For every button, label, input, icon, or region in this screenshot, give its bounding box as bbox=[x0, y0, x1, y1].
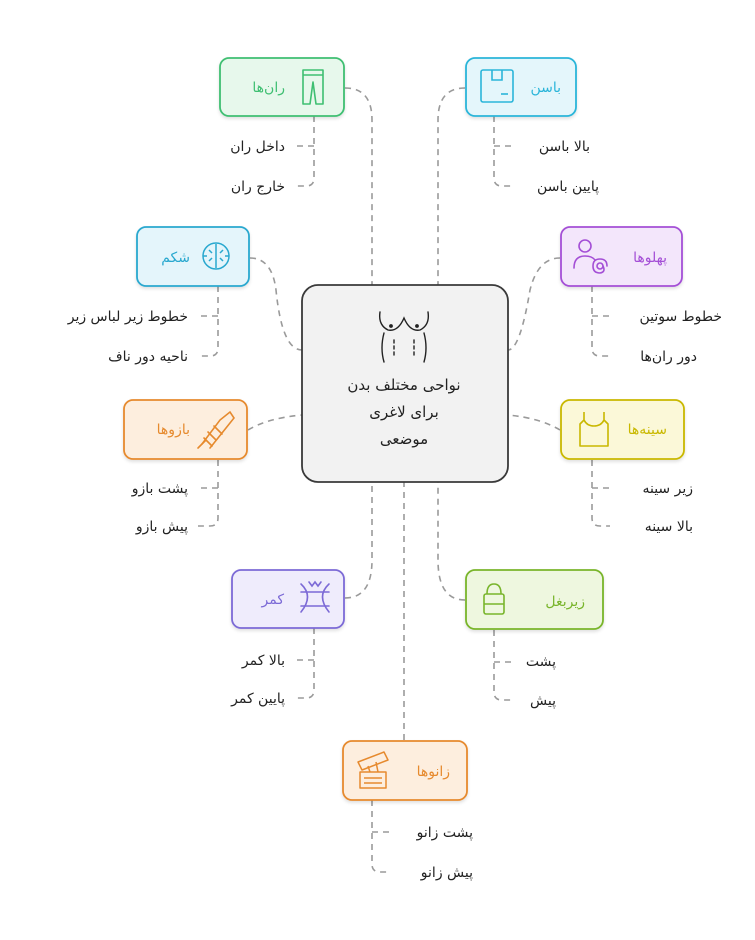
sub-flanks-2: دور ران‌ها bbox=[640, 349, 697, 365]
sub-waist-1: بالا کمر bbox=[241, 653, 285, 669]
sub-flanks-1: خطوط سوتین bbox=[639, 309, 722, 325]
connector-thighs bbox=[345, 88, 372, 285]
sub-arms-2: پیش بازو bbox=[135, 519, 188, 535]
sub-knees-2: پیش زانو bbox=[420, 865, 473, 881]
connector-chest bbox=[508, 415, 560, 430]
sub-connector-thighs bbox=[296, 116, 314, 186]
connector-waist bbox=[345, 482, 372, 598]
connector-flanks bbox=[508, 258, 560, 350]
node-flanks-label: پهلوها bbox=[633, 250, 667, 266]
sub-knees-1: پشت زانو bbox=[416, 825, 473, 841]
center-node[interactable] bbox=[302, 285, 508, 482]
node-thighs[interactable] bbox=[220, 58, 344, 116]
node-waist[interactable] bbox=[232, 570, 344, 628]
sub-connector-armpit bbox=[494, 630, 512, 700]
connector-abdomen bbox=[250, 258, 302, 350]
node-knees[interactable] bbox=[343, 741, 467, 800]
connector-hips bbox=[438, 88, 465, 285]
sub-armpit-2: پیش bbox=[530, 693, 556, 709]
sub-connector-hips bbox=[494, 116, 512, 186]
sub-armpit-1: پشت bbox=[525, 654, 556, 670]
node-armpit[interactable] bbox=[466, 570, 603, 629]
sub-hips-1: بالا باسن bbox=[538, 139, 590, 155]
sub-abdomen-2: ناحیه دور ناف bbox=[108, 349, 188, 365]
node-armpit-label: زیربغل bbox=[545, 594, 585, 610]
node-knees-label: زانوها bbox=[416, 764, 450, 780]
node-chest-label: سینه‌ها bbox=[627, 422, 667, 438]
sub-chest-1: زیر سینه bbox=[642, 481, 693, 497]
brain-icon bbox=[203, 243, 229, 269]
sub-hips-2: پایین باسن bbox=[537, 179, 599, 195]
sub-thighs-1: داخل ران bbox=[230, 139, 285, 155]
sub-connector-flanks bbox=[592, 286, 610, 356]
node-chest[interactable] bbox=[561, 400, 684, 459]
connector-armpit bbox=[438, 482, 465, 600]
node-thighs-label: ران‌ها bbox=[252, 80, 285, 96]
node-abdomen[interactable] bbox=[137, 227, 249, 286]
connector-arms bbox=[248, 415, 302, 430]
center-title-line-2: برای لاغری bbox=[369, 403, 439, 421]
sub-connector-chest bbox=[592, 460, 610, 526]
sub-waist-2: پایین کمر bbox=[231, 691, 285, 707]
sub-connector-abdomen bbox=[198, 286, 218, 356]
center-title-line-1: نواحی مختلف بدن bbox=[347, 376, 461, 394]
node-waist-label: کمر bbox=[261, 592, 284, 608]
sub-connector-knees bbox=[372, 800, 390, 872]
node-arms-label: بازوها bbox=[156, 422, 190, 438]
center-title-line-3: موضعی bbox=[379, 430, 429, 448]
node-flanks[interactable] bbox=[561, 227, 682, 286]
sub-abdomen-1: خطوط زیر لباس زیر bbox=[67, 309, 188, 325]
node-arms[interactable] bbox=[124, 400, 247, 459]
sub-connector-waist bbox=[296, 628, 314, 698]
sub-thighs-2: خارج ران bbox=[230, 179, 285, 195]
node-hips-label: باسن bbox=[530, 80, 561, 96]
sub-chest-2: بالا سینه bbox=[644, 519, 693, 535]
sub-arms-1: پشت بازو bbox=[131, 481, 188, 497]
node-hips[interactable] bbox=[466, 58, 576, 116]
node-abdomen-label: شکم bbox=[161, 250, 190, 266]
sub-connector-arms bbox=[198, 460, 218, 526]
